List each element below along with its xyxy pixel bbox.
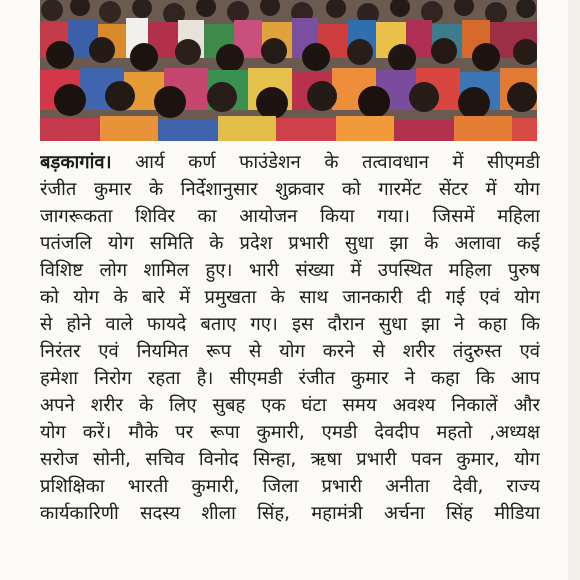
article-line-1: [40, 149, 540, 176]
article-line: निरंतर एवं नियमित रूप से योग करने से शरीर तंदुरुस्त एवं: [40, 341, 540, 362]
article-line: कार्यकारिणी सदस्य शीला सिंह, महामंत्री अर्चना सिंह मीडिया: [40, 503, 540, 524]
article-line: प्रशिक्षिका भारती कुमारी, जिला प्रभारी अनीता देवी, राज्य: [40, 476, 540, 497]
article-line: हमेशा निरोग रहता है। सीएमडी रंजीत कुमार ने कहा कि आप: [40, 368, 540, 389]
crowd-image: [40, 0, 537, 141]
article-line: रंजीत कुमार के निर्देशानुसार शुक्रवार को गारमेंट सेंटर में योग: [40, 179, 540, 200]
news-article-body: [40, 149, 540, 527]
article-line: विशिष्ट लोग शामिल हुए। भारी संख्या में उपस्थित महिला पुरुष: [40, 260, 540, 281]
article-line: जागरूकता शिविर का आयोजन किया गया। जिसमें महिला: [40, 206, 540, 227]
page-margin: [568, 0, 580, 580]
article-line: योग करें। मौके पर रूपा कुमारी, एमडी देवदीप महतो ,अध्यक्ष: [40, 422, 540, 443]
news-photo-crowd: [40, 0, 537, 141]
article-line: सरोज सोनी, सचिव विनोद सिन्हा, ऋषा प्रभारी पवन कुमार, योग: [40, 449, 540, 470]
dateline: बड़कागांव।: [40, 152, 112, 173]
article-line: को योग के बारे में प्रमुखता के साथ जानकारी दी गई एवं योग: [40, 287, 540, 308]
article-line: से होने वाले फायदे बताए गए। इस दौरान सुधा झा ने कहा कि: [40, 314, 540, 335]
article-line-1-text: आर्य कर्ण फाउंडेशन के तत्वावधान में सीएमडी: [135, 152, 540, 173]
article-line: अपने शरीर के लिए सुबह एक घंटा समय अवश्य निकालें और: [40, 395, 540, 416]
article-line: पतंजलि योग समिति के प्रदेश प्रभारी सुधा झा के अलावा कई: [40, 233, 540, 254]
